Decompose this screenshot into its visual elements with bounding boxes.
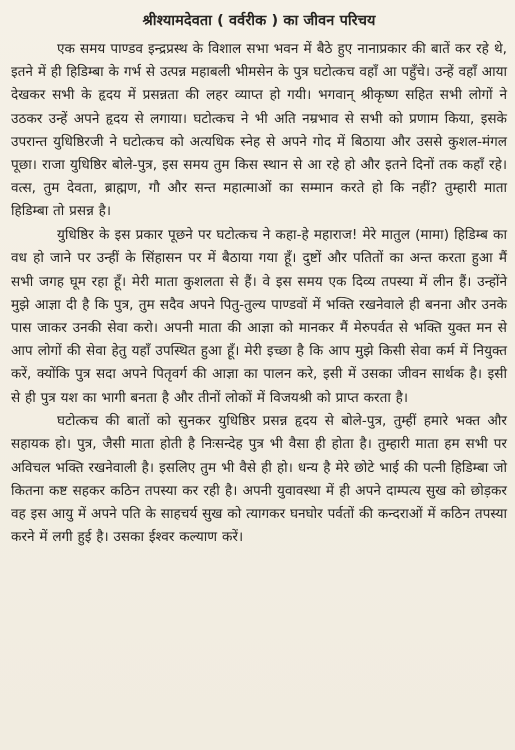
paragraph-2: युधिष्ठिर के इस प्रकार पूछने पर घटोत्कच ने कहा-हे महाराज! मेरे मातुल (मामा) हिडिम्ब का वध हो जाने पर उन्हीं के सिंहासन पर में बैठाया गया हूँ। दुष्टों और पतितों का अन्त करता हुआ मैं सभी जगह घूम रहा हूँ। मेरी माता कुशलता से हैं। वे इस समय एक दिव्य तपस्या में लीन हैं। उन्होंने मुझे आज्ञा दी है कि पुत्र, तुम सदैव अपने पितु-तुल्य पाण्डवों में भक्ति रखनेवाले ही बनना और उनके पास जाकर उनकी सेवा करो। अपनी माता की आज्ञा को मानकर मैं मेरुपर्वत से भक्ति युक्त मन से आप लोगों की सेवा हेतु यहाँ उपस्थित हुआ हूँ। मेरी इच्छा है कि आप मुझे किसी सेवा कर्म में नियुक्त करें, क्योंकि पुत्र सदा अपने पितृवर्ग की आज्ञा का पालन करे, इसी में उसका जीवन सार्थक है। इसी से ही पुत्र यश का भागी बनता है और तीनों लोकों में विजयश्री को प्राप्त करता है। [11, 227, 507, 406]
paragraph-3: घटोत्कच की बातों को सुनकर युधिष्ठिर प्रसन्न हृदय से बोले-पुत्र, तुम्हीं हमारे भक्त और सहायक हो। पुत्र, जैसी माता होती है निःसन्देह पुत्र भी वैसा ही होता है। तुम्हारी माता हम सभी पर अविचल भक्ति रखनेवाली है। इसलिए तुम भी वैसे ही हो। धन्य है मेरे छोटे भाई की पत्नी हिडिम्बा जो कितना कष्ट सहकर कठिन तपस्या कर रही है। अपनी युवावस्था में ही अपने दाम्पत्य सुख को छोड़कर वह इस आयु में अपने पति के साहचर्य सुख को त्यागकर घनघोर पर्वतों की कन्दराओं में कठिन तपस्या करने में लगी हुई है। उसका ईश्वर कल्याण करें। [11, 413, 507, 546]
paragraph-1: एक समय पाण्डव इन्द्रप्रस्थ के विशाल सभा भवन में बैठे हुए नानाप्रकार की बातें कर रहे थे, इतने में ही हिडिम्बा के गर्भ से उत्पन्न महाबली भीमसेन के पुत्र घटोत्कच वहाँ आ पहुँचे। उन्हें वहाँ आया देखकर सभी के हृदय में प्रसन्नता की लहर व्याप्त हो गयी। भगवान् श्रीकृष्ण सहित सभी लोगों ने उठकर उन्हें अपने हृदय से लगाया। घटोत्कच ने भी अति नम्रभाव से सभी को प्रणाम किया, इसके उपरान्त युधिष्ठिरजी ने घटोत्कच को अत्यधिक स्नेह से अपने गोद में बिठाया और उससे कुशल-मंगल पूछा। राजा युधिष्ठिर बोले-पुत्र, इस समय तुम किस स्थान से आ रहे हो और इतने दिनों तक कहाँ रहे। वत्स, तुम देवता, ब्राह्मण, गौ और सन्त महात्माओं का सम्मान करते हो कि नहीं? तुम्हारी माता हिडिम्बा तो प्रसन्न है। [11, 41, 507, 220]
document-title: श्रीश्यामदेवता ( वर्वरीक ) का जीवन परिचय [142, 13, 376, 29]
